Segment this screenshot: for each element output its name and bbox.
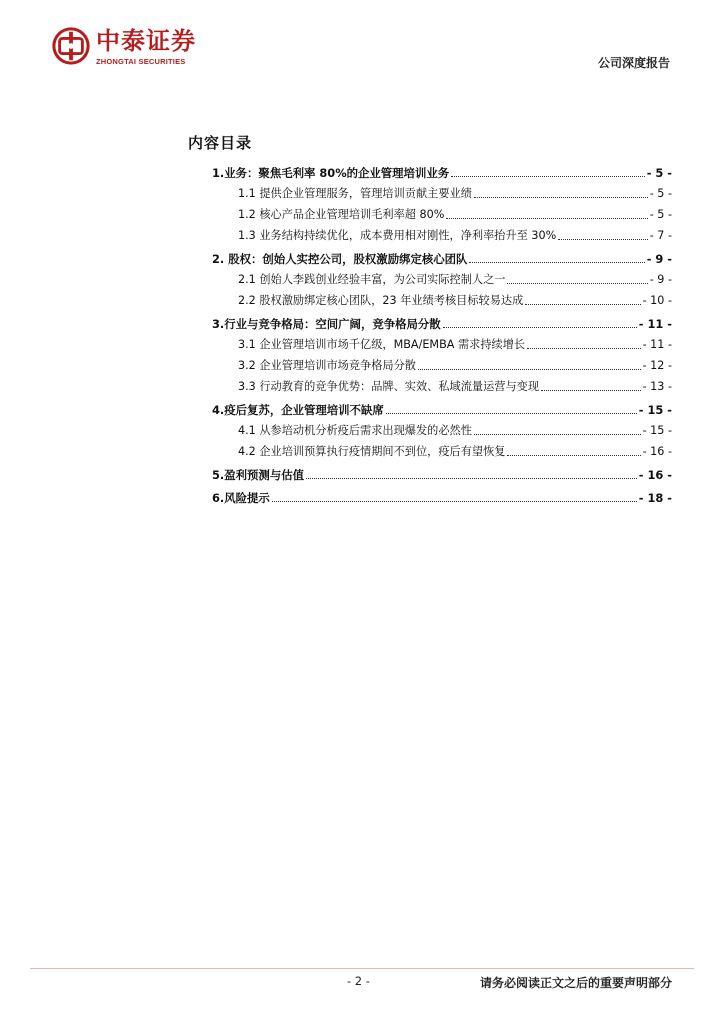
toc-dot-leader [386, 412, 637, 414]
toc-subsection-entry[interactable] [212, 359, 672, 373]
toc-section-entry[interactable] [212, 166, 672, 180]
toc-entry-text: 4.1 从参培动机分析疫后需求出现爆发的必然性 [238, 424, 472, 437]
toc-entry-text: 2.2 股权激励绑定核心团队，23 年业绩考核目标较易达成 [238, 294, 524, 307]
toc-page-number: - 5 - [649, 208, 672, 221]
toc-section-entry[interactable] [212, 491, 672, 505]
toc-page-number: - 16 - [638, 468, 672, 482]
toc-subsection-entry[interactable] [212, 338, 672, 352]
toc-subsection-entry[interactable] [212, 273, 672, 287]
company-logo [52, 24, 222, 72]
toc-page-number: - 11 - [642, 338, 672, 351]
toc-page-number: - 15 - [642, 424, 672, 437]
toc-entry-text: 2.1 创始人李践创业经验丰富，为公司实际控制人之一 [238, 273, 506, 286]
toc-page-number: - 7 - [649, 229, 672, 242]
footer-divider [30, 968, 694, 969]
toc-dot-leader [446, 217, 647, 219]
toc-entry-text: 4.2 企业培训预算执行疫情期间不到位，疫后有望恢复 [238, 445, 506, 458]
toc-page-number: - 13 - [642, 380, 672, 393]
toc-dot-leader [525, 303, 640, 305]
toc-subsection-entry[interactable] [212, 208, 672, 222]
toc-dot-leader [443, 326, 637, 328]
toc-entry-text: 4.疫后复苏，企业管理培训不缺席 [212, 403, 384, 417]
toc-page-number: - 10 - [642, 294, 672, 307]
toc-entry-text: 1.3 业务结构持续优化，成本费用相对刚性，净利率抬升至 30% [238, 229, 557, 242]
toc-dot-leader [418, 368, 641, 370]
toc-subsection-entry[interactable] [212, 445, 672, 459]
toc-dot-leader [527, 347, 640, 349]
toc-dot-leader [558, 238, 647, 240]
toc-subsection-entry[interactable] [212, 187, 672, 201]
toc-dot-leader [474, 433, 641, 435]
toc-page-number: - 16 - [642, 445, 672, 458]
toc-entry-text: 3.行业与竞争格局：空间广阔，竞争格局分散 [212, 317, 441, 331]
toc-dot-leader [469, 261, 644, 263]
toc-dot-leader [507, 282, 647, 284]
disclaimer-note: 请务必阅读正文之后的重要声明部分 [479, 976, 672, 990]
toc-dot-leader [451, 175, 645, 177]
toc-dot-leader [474, 196, 648, 198]
toc-subsection-entry[interactable] [212, 424, 672, 438]
toc-entry-text: 3.1 企业管理培训市场千亿级，MBA/EMBA 需求持续增长 [238, 338, 526, 351]
toc-subsection-entry[interactable] [212, 380, 672, 394]
toc-page-number: - 11 - [638, 317, 672, 331]
zhongtai-logo-icon [52, 27, 90, 65]
toc-entry-text: 6.风险提示 [212, 491, 270, 505]
toc-section-entry[interactable] [212, 317, 672, 331]
toc-section-entry[interactable] [212, 252, 672, 266]
toc-entry-text: 3.2 企业管理培训市场竞争格局分散 [238, 359, 416, 372]
toc-section-entry[interactable] [212, 468, 672, 482]
logo-chinese-name: 中泰证券 [96, 27, 196, 55]
toc-page-number: - 9 - [649, 273, 672, 286]
toc-entry-text: 1.业务：聚焦毛利率 80%的企业管理培训业务 [212, 166, 450, 180]
toc-dot-leader [306, 477, 637, 479]
logo-english-name: ZHONGTAI SECURITIES [96, 57, 186, 66]
toc-page-number: - 5 - [646, 166, 672, 180]
toc-entry-text: 3.3 行动教育的竞争优势：品牌、实效、私域流量运营与变现 [238, 380, 540, 393]
toc-subsection-entry[interactable] [212, 229, 672, 243]
toc-entry-text: 2. 股权：创始人实控公司，股权激励绑定核心团队 [212, 252, 468, 266]
toc-page-number: - 9 - [646, 252, 672, 266]
toc-subsection-entry[interactable] [212, 294, 672, 308]
toc-title: 内容目录 [188, 134, 253, 152]
report-type-label: 公司深度报告 [597, 56, 670, 70]
toc-dot-leader [272, 500, 637, 502]
toc-section-entry[interactable] [212, 403, 672, 417]
toc-entry-text: 1.2 核心产品企业管理培训毛利率超 80% [238, 208, 445, 221]
toc-dot-leader [507, 454, 640, 456]
toc-dot-leader [541, 389, 641, 391]
toc-page-number: - 12 - [642, 359, 672, 372]
toc-entry-text: 1.1 提供企业管理服务，管理培训贡献主要业绩 [238, 187, 472, 200]
toc-entry-text: 5.盈利预测与估值 [212, 468, 304, 482]
toc-page-number: - 18 - [638, 491, 672, 505]
toc-page-number: - 15 - [638, 403, 672, 417]
page-number: - 2 - [347, 974, 370, 988]
toc-page-number: - 5 - [649, 187, 672, 200]
